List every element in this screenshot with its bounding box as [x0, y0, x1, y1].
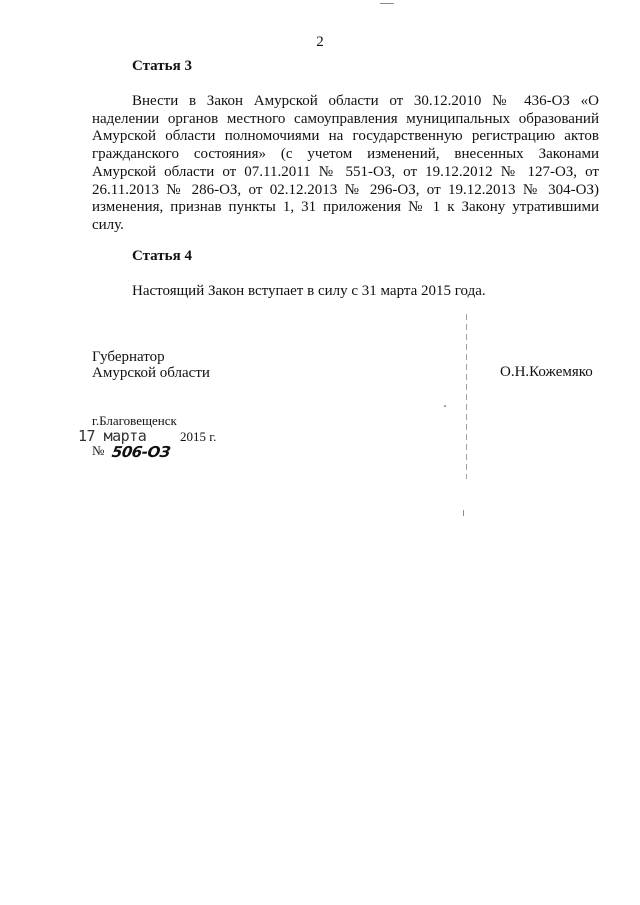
article-3-line: силу.: [92, 216, 124, 233]
article-3-line: Внести в Закон Амурской области от 30.12.2010 № 436-ОЗ «О: [132, 93, 599, 109]
article-3-line: Амурской области от 07.11.2011 № 551-ОЗ, от 19.12.2012 № 127-ОЗ, от: [92, 163, 599, 180]
place-of-signing: г.Благовещенск: [92, 413, 177, 428]
scan-fold-line: [466, 314, 467, 479]
article-3-line: 26.11.2013 № 286-ОЗ, от 02.12.2013 № 296-ОЗ, от 19.12.2013 № 304-ОЗ): [92, 181, 599, 198]
signatory-name: О.Н.Кожемяко: [500, 364, 593, 380]
article-4-title: Статья 4: [132, 248, 192, 264]
scan-speck: [444, 405, 446, 407]
handwritten-date: 17 марта: [78, 427, 147, 445]
article-3-line: Амурской области полномочиями на государственную регистрацию актов: [92, 128, 599, 145]
law-number-label: №: [92, 443, 105, 458]
signatory-title: [92, 349, 210, 381]
article-3-body: [92, 93, 599, 235]
handwritten-law-number: 506-ОЗ: [110, 443, 172, 461]
article-3-line: изменения, признав пункты 1, 31 приложения № 1 к Закону утратившими: [92, 199, 599, 216]
year: 2015 г.: [180, 429, 217, 444]
article-3-title: Статья 3: [132, 58, 192, 74]
scan-speck: [380, 3, 394, 4]
page-number: 2: [316, 34, 324, 50]
scan-speck: [463, 510, 464, 516]
article-3-line: наделении органов местного самоуправления муниципальных образований: [92, 110, 599, 127]
signatory-title-line2: Амурской области: [92, 365, 210, 381]
article-3-line: гражданского состояния» (с учетом изменений, внесенных Законами: [92, 146, 599, 163]
article-4-body: Настоящий Закон вступает в силу с 31 марта 2015 года.: [132, 283, 486, 299]
signatory-title-line1: Губернатор: [92, 349, 165, 365]
